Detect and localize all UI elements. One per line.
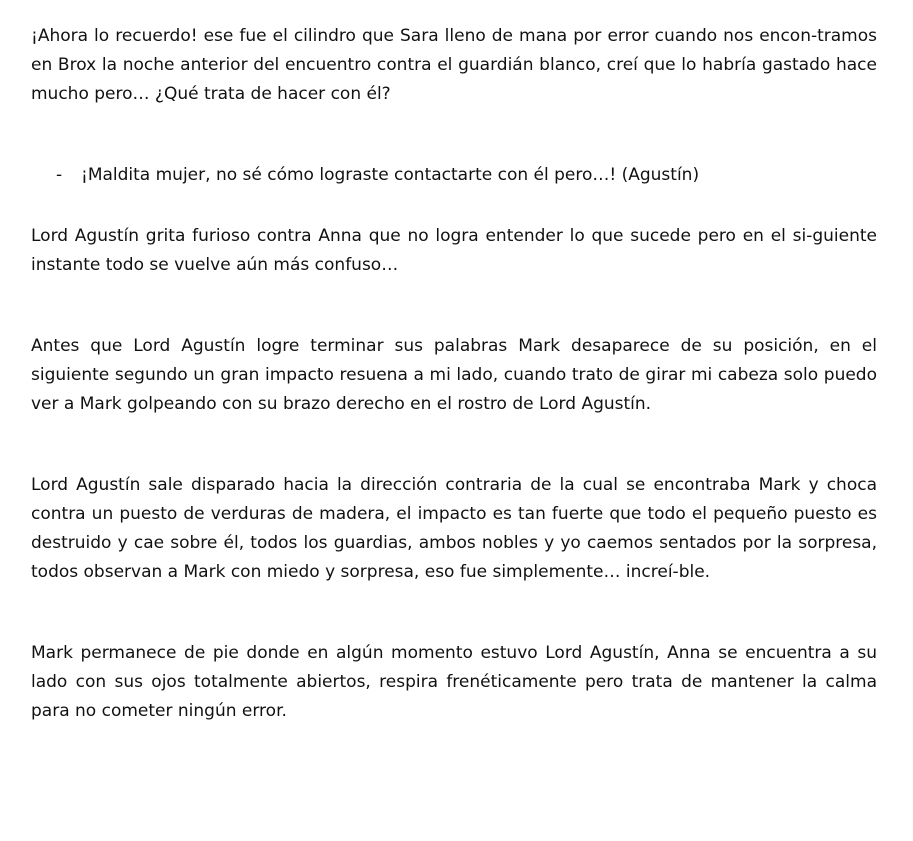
paragraph-5: Mark permanece de pie donde en algún momento estuvo Lord Agustín, Anna se encuentra a su lado con sus ojos totalmente abiertos, respira frenéticamente pero trata de mantener la calma para no cometer ningún error. — [31, 643, 877, 721]
paragraph-4: Lord Agustín sale disparado hacia la dirección contraria de la cual se encontraba Mark y choca contra un puesto de verduras de madera, el impacto es tan fuerte que todo el pequeño puesto es destruido y cae sobre él, todos los guardias, ambos nobles y yo caemos sentados por la sorpresa, todos observan a Mark con miedo y sorpresa, eso fue simplemente… increí-ble. — [31, 475, 877, 582]
dialogue-line — [31, 161, 877, 190]
document-page — [31, 22, 877, 726]
paragraph-1: ¡Ahora lo recuerdo! ese fue el cilindro que Sara lleno de mana por error cuando nos encon-tramos en Brox la noche anterior del encuentro contra el guardián blanco, creí que lo habría gastado hace mucho pero… ¿Qué trata de hacer con él? — [31, 26, 877, 104]
paragraph-3: Antes que Lord Agustín logre terminar sus palabras Mark desaparece de su posición, en el siguiente segundo un gran impacto resuena a mi lado, cuando trato de girar mi cabeza solo puedo ver a Mark golpeando con su brazo derecho en el rostro de Lord Agustín. — [31, 336, 877, 414]
paragraph-2: Lord Agustín grita furioso contra Anna que no logra entender lo que sucede pero en el si-guiente instante todo se vuelve aún más confuso… — [31, 226, 877, 275]
dialogue-text: ¡Maldita mujer, no sé cómo lograste contactarte con él pero…! (Agustín) — [81, 165, 700, 185]
dialogue-dash: - — [56, 165, 63, 185]
